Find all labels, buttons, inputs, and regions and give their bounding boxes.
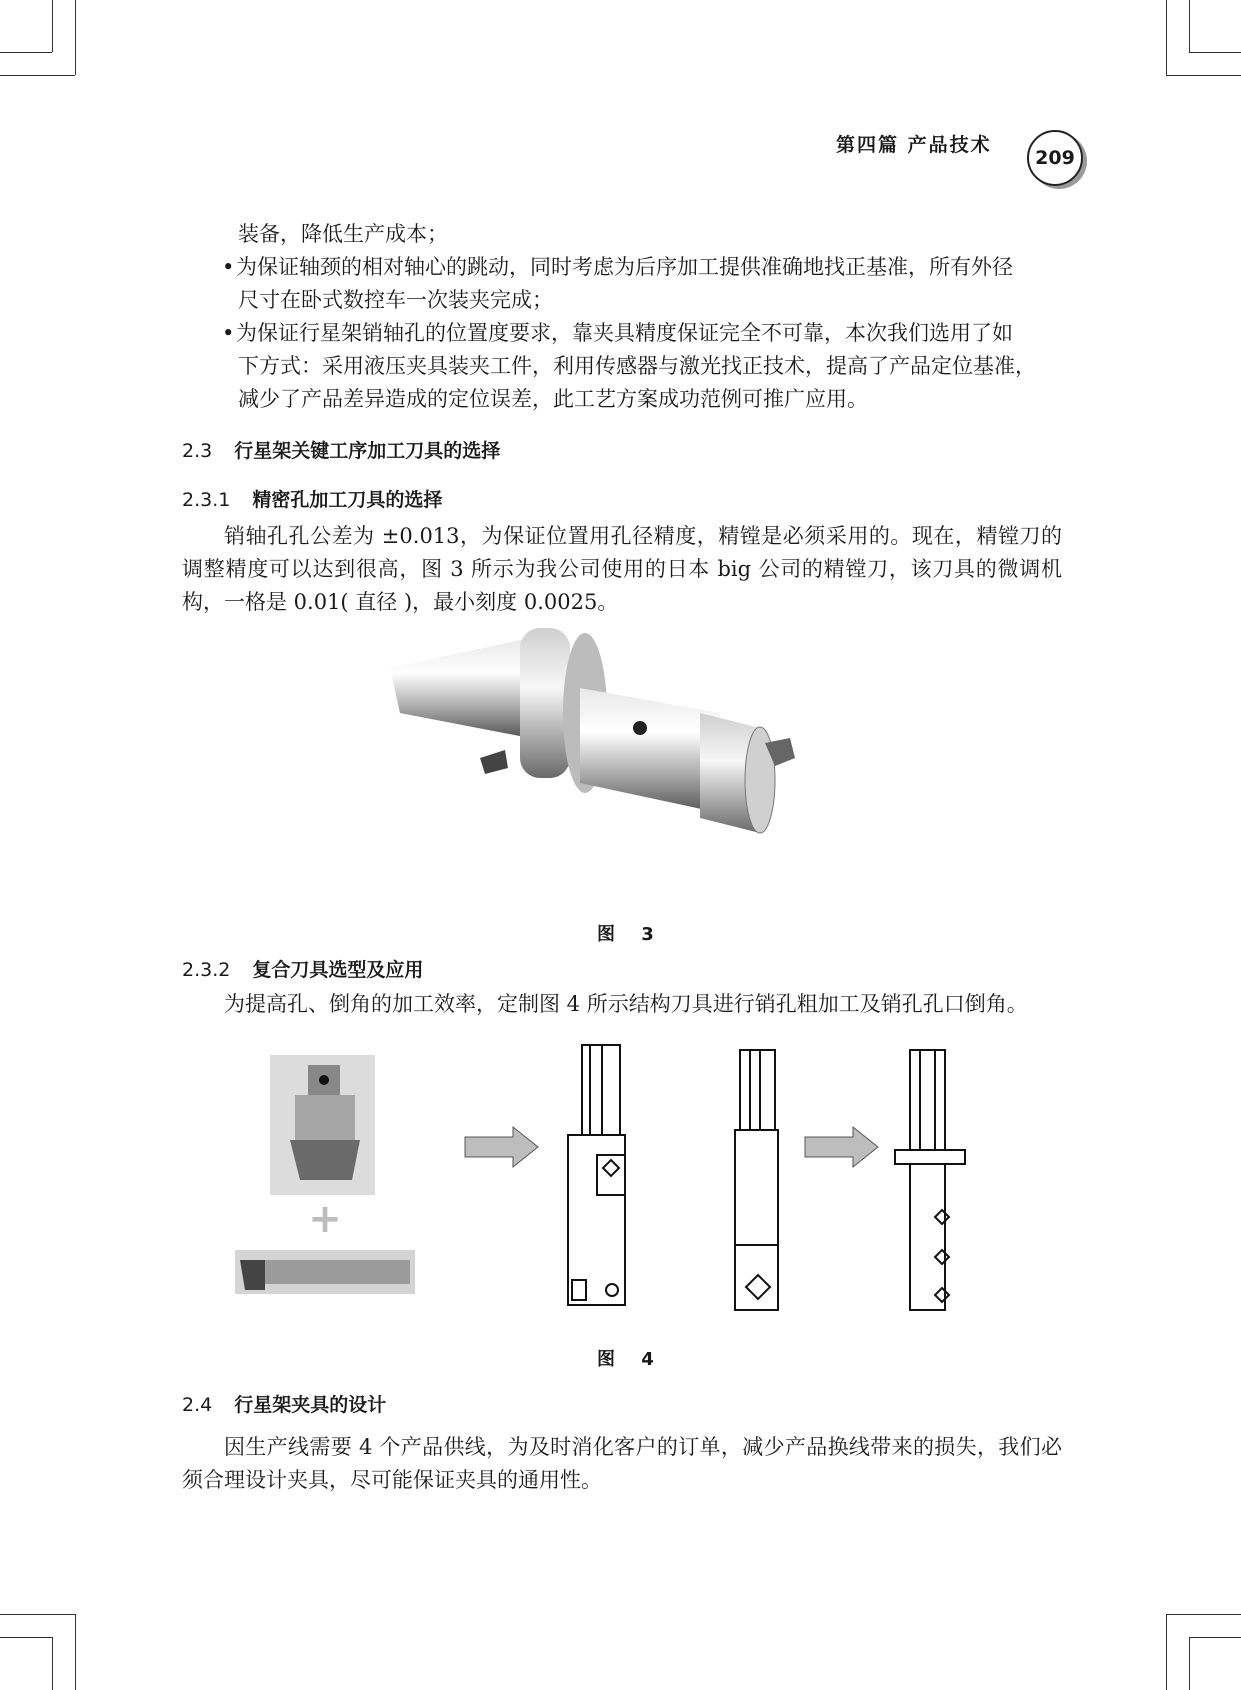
boring-tool-photo xyxy=(380,618,870,898)
body-content xyxy=(182,218,1062,619)
section-heading-2-4 xyxy=(182,1390,1062,1417)
tool-drawing-2 xyxy=(735,1050,778,1310)
crop-mark xyxy=(75,1614,76,1690)
tool-drawing-1 xyxy=(568,1045,625,1305)
section-number: 2.3.1 xyxy=(182,489,231,511)
bullet-item xyxy=(182,251,1062,284)
bullet-text: 为保证轴颈的相对轴心的跳动，同时考虑为后序加工提供准确地找正基准，所有外径 xyxy=(236,255,1013,279)
section-heading-2-3-2 xyxy=(182,955,1062,982)
running-header: 第四篇 产品技术 xyxy=(836,134,992,156)
arrow-right-icon xyxy=(805,1127,878,1167)
crop-mark xyxy=(1189,1637,1241,1638)
crop-mark xyxy=(1166,1614,1167,1690)
page-number: 209 xyxy=(1027,130,1083,186)
paragraph: 装备，降低生产成本； xyxy=(238,222,448,246)
crop-mark xyxy=(0,1637,52,1638)
crop-mark xyxy=(1166,1614,1241,1615)
crop-mark xyxy=(75,0,76,75)
section-number: 2.3.2 xyxy=(182,959,231,981)
section-heading-2-3-1 xyxy=(182,485,1062,512)
crop-mark xyxy=(1189,52,1241,53)
plus-icon: + xyxy=(308,1196,342,1242)
crop-mark xyxy=(0,75,75,76)
bullet-dot: • xyxy=(222,321,235,345)
taper-shank xyxy=(390,638,530,738)
section-title: 行星架关键工序加工刀具的选择 xyxy=(234,440,501,462)
section-title: 行星架夹具的设计 xyxy=(234,1394,387,1416)
crop-mark xyxy=(1166,75,1241,76)
bullet-continuation: 减少了产品差异造成的定位误差，此工艺方案成功范例可推广应用。 xyxy=(238,387,868,411)
crop-mark xyxy=(0,52,52,53)
tool-body xyxy=(580,688,720,813)
composite-tool-diagram xyxy=(230,1040,1050,1340)
bullet-dot: • xyxy=(222,255,235,279)
crop-mark xyxy=(0,1614,75,1615)
arrow-right-icon xyxy=(465,1127,538,1167)
cutter-head-inserts xyxy=(290,1140,360,1180)
crop-mark xyxy=(1189,1637,1190,1690)
figure-4-caption: 图 4 xyxy=(597,1349,664,1370)
crop-mark xyxy=(52,0,53,52)
bullet-item xyxy=(182,317,1062,350)
section-title: 复合刀具选型及应用 xyxy=(252,959,424,981)
bullet-continuation: 下方式：采用液压夹具装夹工件，利用传感器与激光找正技术，提高了产品定位基准， xyxy=(238,354,1036,378)
flange xyxy=(520,628,570,778)
crop-mark xyxy=(1189,0,1190,52)
paragraph: 为提高孔、倒角的加工效率，定制图 4 所示结构刀具进行销孔粗加工及销孔孔口倒角。 xyxy=(224,992,1028,1016)
section-title: 精密孔加工刀具的选择 xyxy=(252,489,443,511)
tool-drawing-3 xyxy=(895,1050,965,1310)
chamfer-tool-shaft xyxy=(260,1260,410,1284)
figure-3-caption: 图 3 xyxy=(597,924,664,945)
section-number: 2.3 xyxy=(182,440,213,462)
bullet-continuation: 尺寸在卧式数控车一次装夹完成； xyxy=(238,288,553,312)
cutter-head-body xyxy=(295,1095,355,1140)
crop-mark xyxy=(52,1637,53,1690)
paragraph: 销轴孔孔公差为 ±0.013，为保证位置用孔径精度，精镗是必须采用的。现在，精镗刀的调整精度可以达到很高，图 3 所示为我公司使用的日本 big 公司的精镗刀，该刀具的微调机构，一格是 0.01( 直径 )，最小刻度 0.0025。 xyxy=(182,524,1062,614)
section-heading-2-3 xyxy=(182,436,1062,463)
cutter-head-hole xyxy=(319,1075,329,1085)
paragraph: 因生产线需要 4 个产品供线，为及时消化客户的订单，减少产品换线带来的损失，我们必须合理设计夹具，尽可能保证夹具的通用性。 xyxy=(182,1435,1062,1492)
drive-key xyxy=(480,750,508,774)
bullet-text: 为保证行星架销轴孔的位置度要求，靠夹具精度保证完全不可靠，本次我们选用了如 xyxy=(236,321,1013,345)
body-content-2 xyxy=(182,955,1062,1021)
section-number: 2.4 xyxy=(182,1394,213,1416)
crop-mark xyxy=(1166,0,1167,75)
body-content-3 xyxy=(182,1390,1062,1497)
adjust-screw xyxy=(633,721,647,735)
